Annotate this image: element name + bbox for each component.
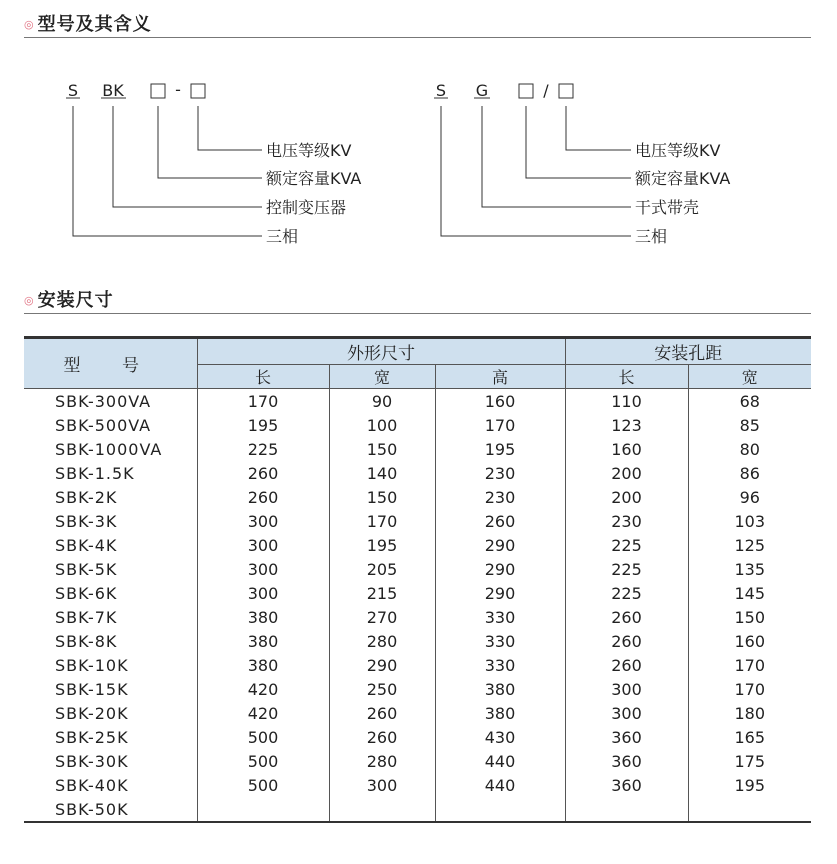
cell-length: 420 [197, 677, 329, 701]
cell-height: 430 [435, 725, 565, 749]
label-type: 干式带壳 [635, 198, 700, 217]
cell-height: 380 [435, 701, 565, 725]
table-row [24, 413, 811, 437]
cell-height: 290 [435, 557, 565, 581]
cell-length: 300 [197, 581, 329, 605]
cell-height: 440 [435, 773, 565, 797]
label-phase: 三相 [266, 227, 299, 246]
cell-width: 260 [329, 701, 435, 725]
cell-width: 140 [329, 461, 435, 485]
header-length: 长 [197, 365, 329, 389]
cell-height: 230 [435, 485, 565, 509]
label-capacity: 额定容量KVA [266, 169, 362, 188]
table-row [24, 773, 811, 797]
cell-height: 440 [435, 749, 565, 773]
code-part-bk: BK [102, 81, 124, 100]
cell-mount-length: 260 [565, 605, 688, 629]
table-row [24, 437, 811, 461]
cell-height: 260 [435, 509, 565, 533]
cell-width: 195 [329, 533, 435, 557]
header-outer-dimensions: 外形尺寸 [197, 338, 565, 365]
cell-width: 150 [329, 437, 435, 461]
cell-length: 300 [197, 509, 329, 533]
table-row [24, 677, 811, 701]
label-capacity: 额定容量KVA [635, 169, 731, 188]
cell-model: SBK-30K [55, 751, 129, 771]
header-mount-width: 宽 [688, 365, 811, 389]
cell-mount-length: 110 [565, 389, 688, 414]
cell-width: 215 [329, 581, 435, 605]
cell-width: 300 [329, 773, 435, 797]
cell-height: 170 [435, 413, 565, 437]
cell-mount-width: 96 [688, 485, 811, 509]
cell-mount-width: 68 [688, 389, 811, 414]
cell-length: 500 [197, 725, 329, 749]
table-row [24, 389, 811, 414]
label-phase: 三相 [635, 227, 668, 246]
cell-length: 170 [197, 389, 329, 414]
cell-model: SBK-25K [55, 727, 129, 747]
table-row [24, 461, 811, 485]
cell-mount-length: 225 [565, 581, 688, 605]
cell-width: 250 [329, 677, 435, 701]
cell-length: 420 [197, 701, 329, 725]
cell-width: 205 [329, 557, 435, 581]
table-row [24, 701, 811, 725]
cell-mount-length [565, 797, 688, 822]
cell-length: 260 [197, 485, 329, 509]
cell-mount-length: 230 [565, 509, 688, 533]
cell-mount-length: 260 [565, 629, 688, 653]
cell-width: 260 [329, 725, 435, 749]
cell-mount-width: 175 [688, 749, 811, 773]
section-title-text: 安装尺寸 [37, 290, 114, 311]
table-row [24, 509, 811, 533]
cell-length: 225 [197, 437, 329, 461]
cell-height: 330 [435, 653, 565, 677]
section-title-text: 型号及其含义 [37, 14, 152, 35]
table-row [24, 533, 811, 557]
cell-model: SBK-3K [55, 511, 118, 531]
cell-model: SBK-40K [55, 775, 129, 795]
cell-length: 300 [197, 557, 329, 581]
table-row [24, 557, 811, 581]
cell-mount-width: 80 [688, 437, 811, 461]
cell-length [197, 797, 329, 822]
code-part-slash: / [543, 81, 549, 100]
header-height: 高 [435, 365, 565, 389]
cell-height: 330 [435, 629, 565, 653]
table-row [24, 653, 811, 677]
cell-model: SBK-7K [55, 607, 118, 627]
cell-mount-length: 123 [565, 413, 688, 437]
cell-mount-length: 360 [565, 725, 688, 749]
cell-mount-length: 160 [565, 437, 688, 461]
header-model: 型 号 [24, 338, 197, 389]
cell-length: 260 [197, 461, 329, 485]
cell-length: 380 [197, 629, 329, 653]
cell-mount-length: 200 [565, 485, 688, 509]
code-part-g: G [475, 81, 489, 100]
table-row [24, 725, 811, 749]
cell-model: SBK-300VA [55, 391, 152, 411]
dimensions-table [24, 336, 811, 823]
cell-height: 230 [435, 461, 565, 485]
table-row [24, 605, 811, 629]
cell-model: SBK-8K [55, 631, 118, 651]
title-divider [24, 313, 811, 314]
cell-model: SBK-10K [55, 655, 129, 675]
cell-width [329, 797, 435, 822]
code-part-s: S [67, 81, 79, 100]
table-row [24, 485, 811, 509]
cell-mount-width: 160 [688, 629, 811, 653]
cell-mount-length: 300 [565, 701, 688, 725]
cell-mount-width: 135 [688, 557, 811, 581]
cell-length: 500 [197, 773, 329, 797]
bullet-icon: ◎ [24, 294, 35, 307]
cell-model: SBK-20K [55, 703, 129, 723]
cell-mount-width: 180 [688, 701, 811, 725]
cell-width: 280 [329, 629, 435, 653]
cell-model: SBK-1000VA [55, 439, 163, 459]
cell-width: 280 [329, 749, 435, 773]
cell-height: 160 [435, 389, 565, 414]
cell-mount-width: 165 [688, 725, 811, 749]
cell-mount-length: 260 [565, 653, 688, 677]
cell-width: 100 [329, 413, 435, 437]
cell-mount-length: 360 [565, 773, 688, 797]
cell-width: 290 [329, 653, 435, 677]
table-row [24, 797, 811, 822]
table-body [24, 389, 811, 823]
cell-mount-length: 300 [565, 677, 688, 701]
cell-model: SBK-1.5K [55, 463, 135, 483]
table-row [24, 629, 811, 653]
cell-length: 500 [197, 749, 329, 773]
cell-width: 90 [329, 389, 435, 414]
cell-width: 270 [329, 605, 435, 629]
cell-mount-length: 200 [565, 461, 688, 485]
cell-mount-width: 170 [688, 653, 811, 677]
header-width: 宽 [329, 365, 435, 389]
label-type: 控制变压器 [266, 198, 347, 217]
table-row [24, 749, 811, 773]
cell-height: 380 [435, 677, 565, 701]
cell-mount-width: 103 [688, 509, 811, 533]
cell-mount-length: 360 [565, 749, 688, 773]
cell-model: SBK-50K [24, 797, 197, 822]
code-part-s: S [435, 81, 447, 100]
header-mount-length: 长 [565, 365, 688, 389]
cell-length: 380 [197, 605, 329, 629]
table-header-row [24, 338, 811, 365]
cell-model: SBK-6K [55, 583, 118, 603]
cell-length: 380 [197, 653, 329, 677]
cell-height: 290 [435, 581, 565, 605]
cell-height [435, 797, 565, 822]
cell-model: SBK-4K [55, 535, 118, 555]
cell-model: SBK-5K [55, 559, 118, 579]
cell-mount-length: 225 [565, 557, 688, 581]
cell-width: 150 [329, 485, 435, 509]
table-row [24, 581, 811, 605]
cell-height: 290 [435, 533, 565, 557]
cell-height: 330 [435, 605, 565, 629]
cell-height: 195 [435, 437, 565, 461]
cell-model: SBK-500VA [55, 415, 152, 435]
cell-mount-width: 195 [688, 773, 811, 797]
cell-length: 300 [197, 533, 329, 557]
cell-width: 170 [329, 509, 435, 533]
cell-mount-width: 150 [688, 605, 811, 629]
cell-length: 195 [197, 413, 329, 437]
cell-mount-width [688, 797, 811, 822]
cell-mount-width: 85 [688, 413, 811, 437]
cell-mount-width: 86 [688, 461, 811, 485]
bullet-icon: ◎ [24, 18, 35, 31]
model-code-diagram [0, 0, 837, 300]
section-title-install-size [24, 286, 114, 312]
cell-mount-width: 125 [688, 533, 811, 557]
code-part-dash: - [175, 80, 181, 99]
cell-model: SBK-2K [55, 487, 118, 507]
label-voltage: 电压等级KV [635, 141, 721, 160]
cell-model: SBK-15K [55, 679, 129, 699]
cell-mount-width: 145 [688, 581, 811, 605]
label-voltage: 电压等级KV [266, 141, 352, 160]
cell-mount-length: 225 [565, 533, 688, 557]
cell-mount-width: 170 [688, 677, 811, 701]
header-mounting-distance: 安装孔距 [565, 338, 811, 365]
